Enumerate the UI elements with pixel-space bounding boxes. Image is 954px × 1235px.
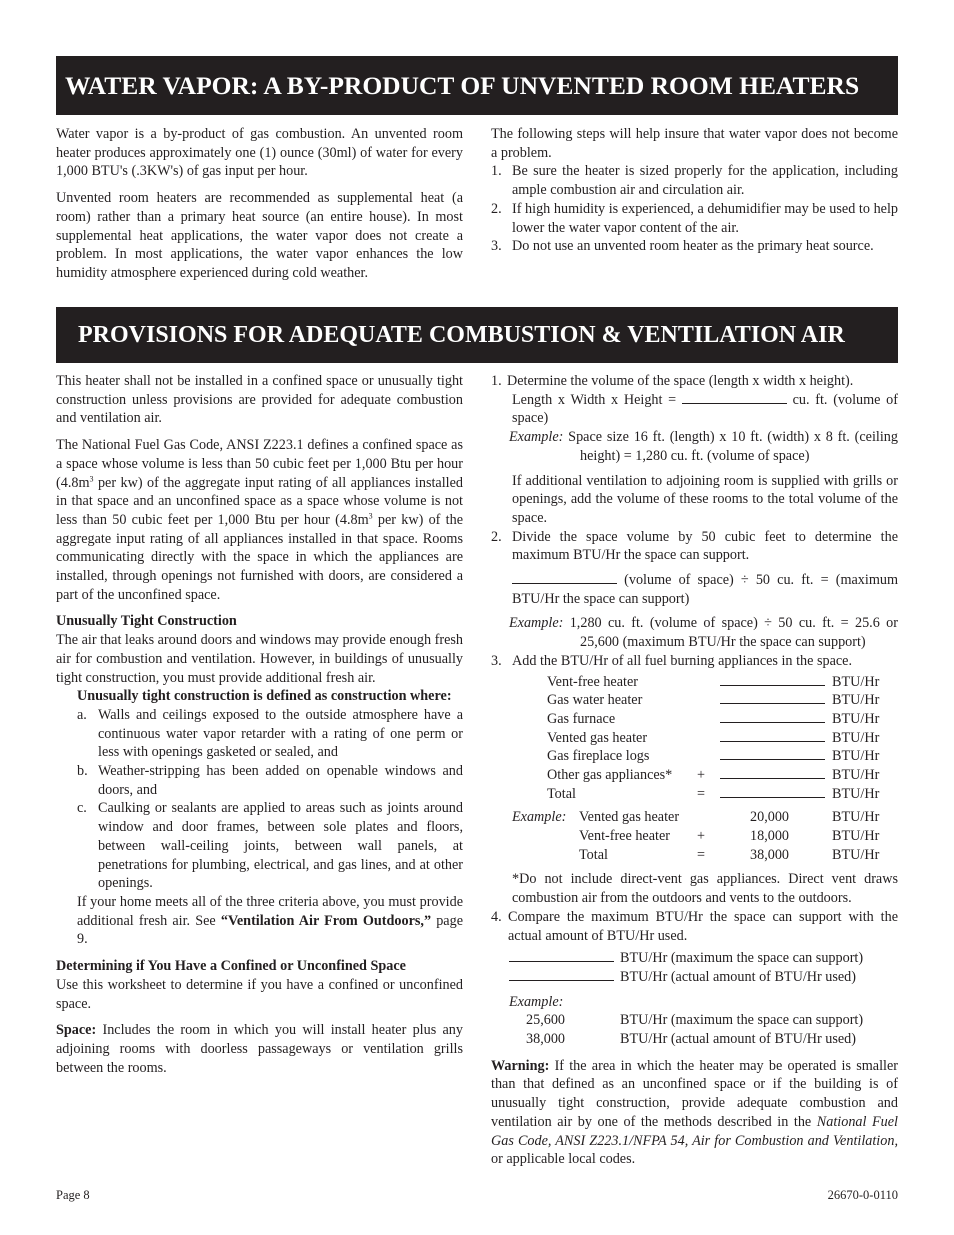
appliance-btu-blank — [720, 785, 825, 798]
worksheet-step-3: 3. Add the BTU/Hr of all fuel burning appliances in the space. — [491, 652, 853, 669]
appliance-btu-blank — [720, 766, 825, 779]
worksheet-intro: Use this worksheet to determine if you have a confined or unconfined space. — [56, 976, 463, 1012]
appliance-btu-blank — [720, 691, 825, 704]
confined-unconfined-heading: Determining if You Have a Confined or Unconfined Space — [56, 958, 406, 975]
compare-actual-blank — [509, 968, 614, 981]
appliance-unit: BTU/Hr — [832, 766, 880, 783]
volume-formula: Length x Width x Height = cu. ft. (volume of space) — [512, 391, 898, 427]
compare-line-actual: BTU/Hr (actual amount of BTU/Hr used) — [491, 968, 898, 987]
example-row — [491, 827, 898, 846]
appliance-label: Total — [547, 785, 576, 802]
example-label: Example: — [512, 809, 567, 826]
compare-lines — [491, 949, 898, 986]
fuel-gas-code-definition: The National Fuel Gas Code, ANSI Z223.1 defines a confined space as a space whose volume is less than 50 cubic feet per 1,000 Btu per hour ($4.8m^3$ per kw) of the aggregate input rating of all appliances installed in that space and an unconfined space as a space whose volume is not less than 50 cubic feet per 1,000 Btu per hour ($4.8m^3$ per kw) of the aggregate input rating of all appliances installed in that space. Rooms communicating directly with the space in which the appliances are installed, through openings not furnished with doors, are considered a part of the unconfined space. — [56, 437, 463, 603]
appliance-btu-table — [491, 673, 898, 804]
example-appliance: Total — [579, 846, 608, 863]
section-title-water-vapor: WATER VAPOR: A BY-PRODUCT OF UNVENTED ROOM HEATERS — [56, 56, 898, 115]
water-vapor-right-column — [491, 125, 898, 256]
tight-construction-conclusion: If your home meets all of the three criteria above, you must provide additional fresh air. See “Ventilation Air From Outdoors,” page 9. — [77, 893, 463, 948]
max-btu-formula: (volume of space) ÷ 50 cu. ft. = (maximum BTU/Hr the space can support) — [512, 572, 898, 607]
water-vapor-step-1: 1. Be sure the heater is sized properly for the application, including ample combustion air and circulation air. — [491, 163, 898, 199]
tight-construction-item-c: c. Caulking or sealants are applied to areas such as joints around window and door frames, between sole plates and floors, between wall-ceiling joints, between wall panels, at penetrations for plumbing, electrical, and gas lines, and at other openings. — [77, 800, 463, 892]
tight-construction-para: The air that leaks around doors and windows may provide enough fresh air for combustion and ventilation. However, in buildings of unusually tight construction, you must provide additional fresh air. — [56, 632, 463, 686]
appliance-unit: BTU/Hr — [832, 710, 880, 727]
example-appliance: Vent-free heater — [579, 828, 670, 845]
tight-construction-definition: Unusually tight construction is defined as construction where: — [77, 688, 452, 705]
example-value: 38,000 — [750, 846, 790, 863]
compare-example-max: 25,600 BTU/Hr (maximum the space can support) — [526, 1012, 864, 1029]
water-vapor-para-2: Unvented room heaters are recommended as supplemental heat (a room) rather than a primary heat source (an entire house). In most supplemental heat applications, the water vapor does not create a problem. In most applications, the water vapor enhances the low humidity atmosphere experienced during cold weather. — [56, 190, 463, 281]
section-title-combustion-air: PROVISIONS FOR ADEQUATE COMBUSTION & VENTILATION AIR — [56, 307, 898, 363]
max-btu-blank — [512, 571, 617, 584]
direct-vent-note: *Do not include direct-vent gas appliances. Direct vent draws combustion air from the outdoors and vents to the outdoors. — [512, 871, 898, 907]
document-number: 26670-0-0110 — [827, 1188, 898, 1202]
water-vapor-steps-intro: The following steps will help insure that water vapor does not become a problem. — [491, 126, 898, 161]
compare-example-label: Example: — [509, 993, 564, 1010]
confined-space-warning: This heater shall not be installed in a confined space or unusually tight construction unless provisions are provided for adequate combustion and ventilation air. — [56, 373, 463, 427]
example-unit: BTU/Hr — [832, 809, 880, 826]
worksheet-step-2: 2. Divide the space volume by 50 cubic feet to determine the maximum BTU/Hr the space can support. — [491, 528, 898, 564]
appliance-label: Gas furnace — [547, 710, 616, 727]
example-value: 20,000 — [750, 809, 790, 826]
appliance-sign: = — [697, 785, 706, 802]
appliance-unit: BTU/Hr — [832, 748, 880, 765]
volume-example: Example: Space size 16 ft. (length) x 10 ft. (width) x 8 ft. (ceiling height) = 1,280 cu. ft. (volume of space) — [509, 429, 898, 464]
worksheet-step-4: 4. Compare the maximum BTU/Hr the space can support with the actual amount of BTU/Hr used. — [491, 908, 898, 944]
appliance-btu-blank — [720, 710, 825, 723]
page-number: Page 8 — [56, 1188, 90, 1202]
appliance-btu-blank — [720, 747, 825, 760]
water-vapor-left-column — [56, 125, 463, 283]
worksheet-step-1: 1. Determine the volume of the space (length x width x height). — [491, 373, 854, 389]
water-vapor-step-3: 3. Do not use an unvented room heater as the primary heat source. — [491, 238, 874, 255]
appliance-unit: BTU/Hr — [832, 692, 880, 709]
appliance-sign: + — [697, 766, 706, 783]
max-btu-example: Example: 1,280 cu. ft. (volume of space) ÷ 50 cu. ft. = 25.6 or 25,600 (maximum BTU/Hr the space can support) — [509, 615, 898, 651]
example-unit: BTU/Hr — [832, 828, 880, 845]
example-value: 18,000 — [750, 828, 790, 845]
provisions-left-column — [56, 372, 463, 1077]
example-row — [491, 846, 898, 865]
appliance-row — [491, 766, 898, 785]
water-vapor-step-2: 2. If high humidity is experienced, a dehumidifier may be used to help lower the water vapor content of the air. — [491, 200, 898, 236]
appliance-label: Vented gas heater — [547, 729, 648, 746]
adjoining-rooms-note: If additional ventilation to adjoining room is supplied with grills or openings, add the volume of these rooms to the total volume of the space. — [512, 472, 898, 526]
appliance-btu-example — [491, 808, 898, 864]
space-definition: Space: Includes the room in which you will install heater plus any adjoining rooms with doorless passageways or ventilation grills between the rooms. — [56, 1022, 463, 1076]
appliance-unit: BTU/Hr — [832, 785, 880, 802]
appliance-row — [491, 729, 898, 748]
appliance-unit: BTU/Hr — [832, 673, 880, 690]
compare-example-actual: 38,000 BTU/Hr (actual amount of BTU/Hr used) — [526, 1031, 857, 1047]
appliance-row — [491, 710, 898, 729]
example-sign: = — [697, 846, 706, 863]
appliance-label: Gas fireplace logs — [547, 748, 650, 765]
appliance-label: Gas water heater — [547, 692, 643, 709]
tight-construction-heading: Unusually Tight Construction — [56, 613, 237, 630]
appliance-row — [491, 785, 898, 804]
appliance-row — [491, 673, 898, 692]
tight-construction-item-a: a. Walls and ceilings exposed to the outside atmosphere have a continuous water vapor retarder with a rating of one perm or less with openings gasketed or sealed, and — [77, 706, 463, 761]
appliance-unit: BTU/Hr — [832, 729, 880, 746]
compare-line-max: BTU/Hr (maximum the space can support) — [491, 949, 898, 968]
compare-max-blank — [509, 949, 614, 962]
appliance-label: Vent-free heater — [547, 673, 638, 690]
example-appliance: Vented gas heater — [579, 809, 680, 826]
appliance-row — [491, 691, 898, 710]
volume-blank — [682, 391, 787, 404]
appliance-row — [491, 747, 898, 766]
tight-construction-item-b: b. Weather-stripping has been added on openable windows and doors, and — [77, 763, 463, 798]
provisions-right-column — [491, 372, 898, 1169]
example-row — [491, 808, 898, 827]
warning-paragraph: Warning: If the area in which the heater may be operated is smaller than that defined as an unconfined space or if the building is of unusually tight construction, provide adequate combustion and ventilation air by one of the methods described in the National Fuel Gas Code, ANSI Z223.1/NFPA 54, Air for Combustion and Ventilation, or applicable local codes. — [491, 1057, 898, 1168]
example-sign: + — [697, 828, 706, 845]
appliance-label: Other gas appliances* — [547, 766, 673, 783]
appliance-btu-blank — [720, 729, 825, 742]
example-unit: BTU/Hr — [832, 846, 880, 863]
water-vapor-para-1: Water vapor is a by-product of gas combustion. An unvented room heater produces approximately one (1) ounce (30ml) of water for every 1,000 BTU's (.3KW's) of gas input per hour. — [56, 126, 463, 180]
appliance-btu-blank — [720, 673, 825, 686]
